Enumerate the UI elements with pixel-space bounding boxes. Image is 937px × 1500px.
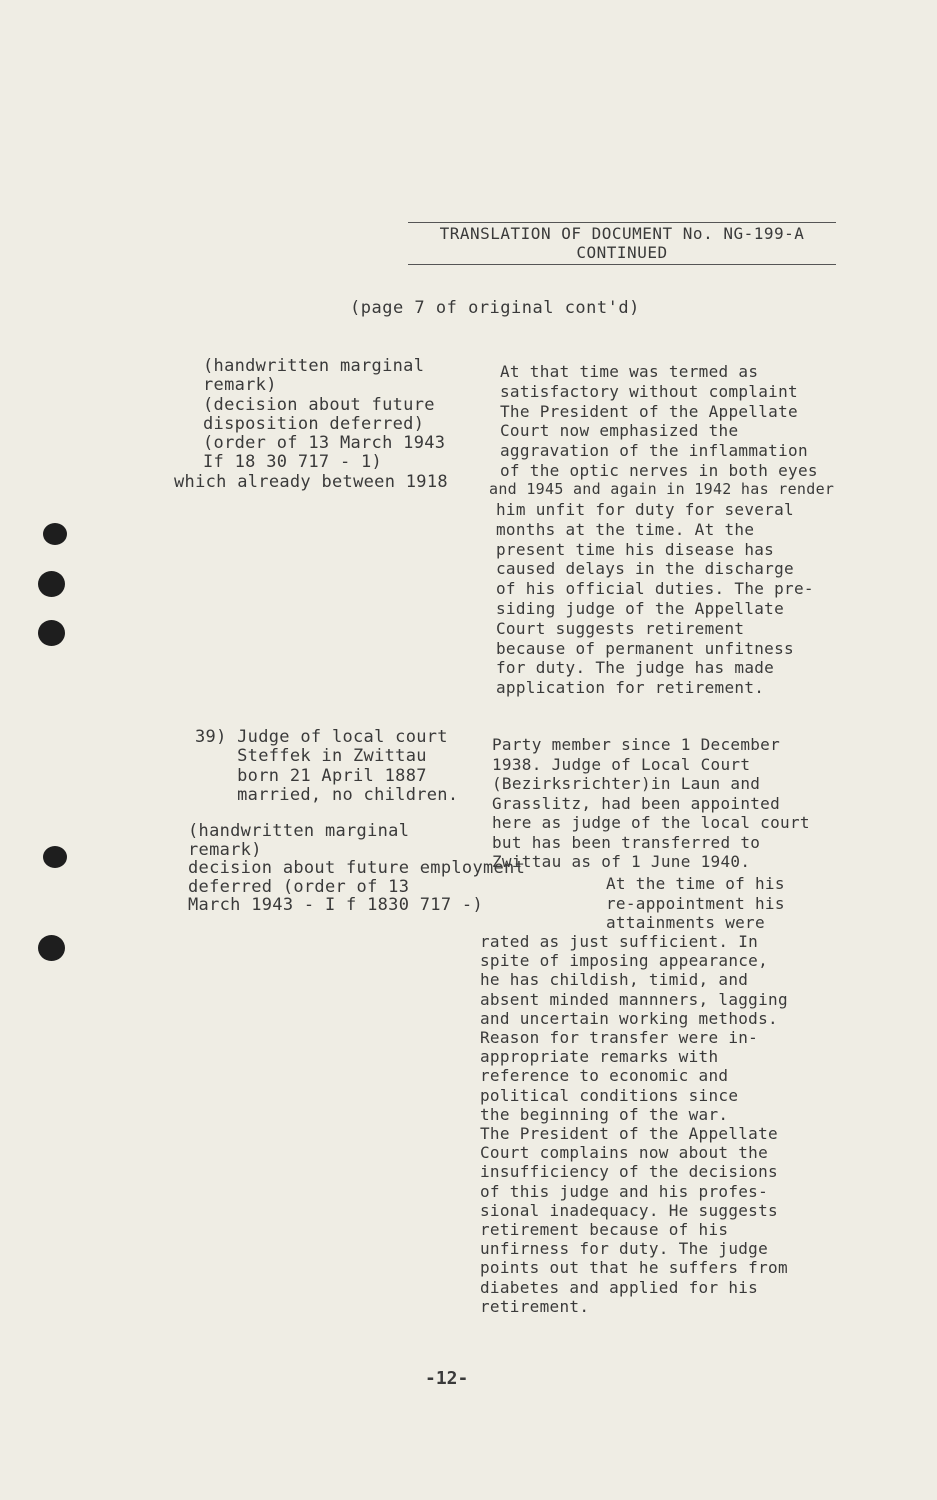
document-header (408, 222, 836, 262)
header-underline (408, 264, 836, 265)
entry-39-judge-info: 39) Judge of local court Steffek in Zwittau born 21 April 1887 married, no children. (195, 727, 459, 805)
entry-39-body-right: Party member since 1 December 1938. Judge of Local Court (Bezirksrichter)in Laun and Grasslitz, had been appointed here as judge of the local court but has been transferred to Zwittau as of 1 June 1940. (492, 735, 810, 871)
entry-38-body-top: At that time was termed as satisfactory without complaint The President of the Appellate Court now emphasized the aggravation of the inflammation of the optic nerves in both eyes (500, 362, 818, 480)
entry-39-margin-note: (handwritten marginal remark) decision about future employment deferred (order of 13 March 1943 - I f 1830 717 -) (188, 821, 526, 915)
entry-38-margin-note: (handwritten marginal remark) (decision about future disposition deferred) (order of 13 March 1943 If 18 30 717 - 1) (203, 356, 446, 473)
entry-38-margin-continuation: which already between 1918 (174, 472, 448, 492)
page-number: -12- (425, 1368, 469, 1389)
punch-hole (38, 571, 65, 597)
header-title: TRANSLATION OF DOCUMENT No. NG-199-A (439, 224, 805, 243)
punch-hole (38, 620, 65, 646)
entry-39-body-indented: At the time of his re-appointment his attainments were (606, 874, 785, 932)
entry-39-body-rest: rated as just sufficient. In spite of imposing appearance, he has childish, timid, and absent minded mannners, lagging and uncertain working methods. Reason for transfer were in- appropriate remarks with reference to economic and political conditions since the beginning of the war. The President of the Appellate Court complains now about the insufficiency of the decisions of this judge and his profes- sional inadequacy. He suggests retirement because of his unfirness for duty. The judge points out that he suffers from diabetes and applied for his retirement. (480, 932, 788, 1316)
page-reference: (page 7 of original cont'd) (350, 298, 640, 318)
entry-38-body-inline: and 1945 and again in 1942 has render (489, 480, 835, 498)
punch-hole (38, 935, 65, 961)
punch-hole (43, 523, 67, 545)
punch-hole (43, 846, 67, 868)
header-continued: CONTINUED (576, 243, 668, 262)
entry-38-body-rest: him unfit for duty for several months at the time. At the present time his disease has caused delays in the discharge of his official duties. The pre- siding judge of the Appellate Court suggests retirement because of permanent unfitness for duty. The judge has made application for retirement. (496, 500, 814, 698)
